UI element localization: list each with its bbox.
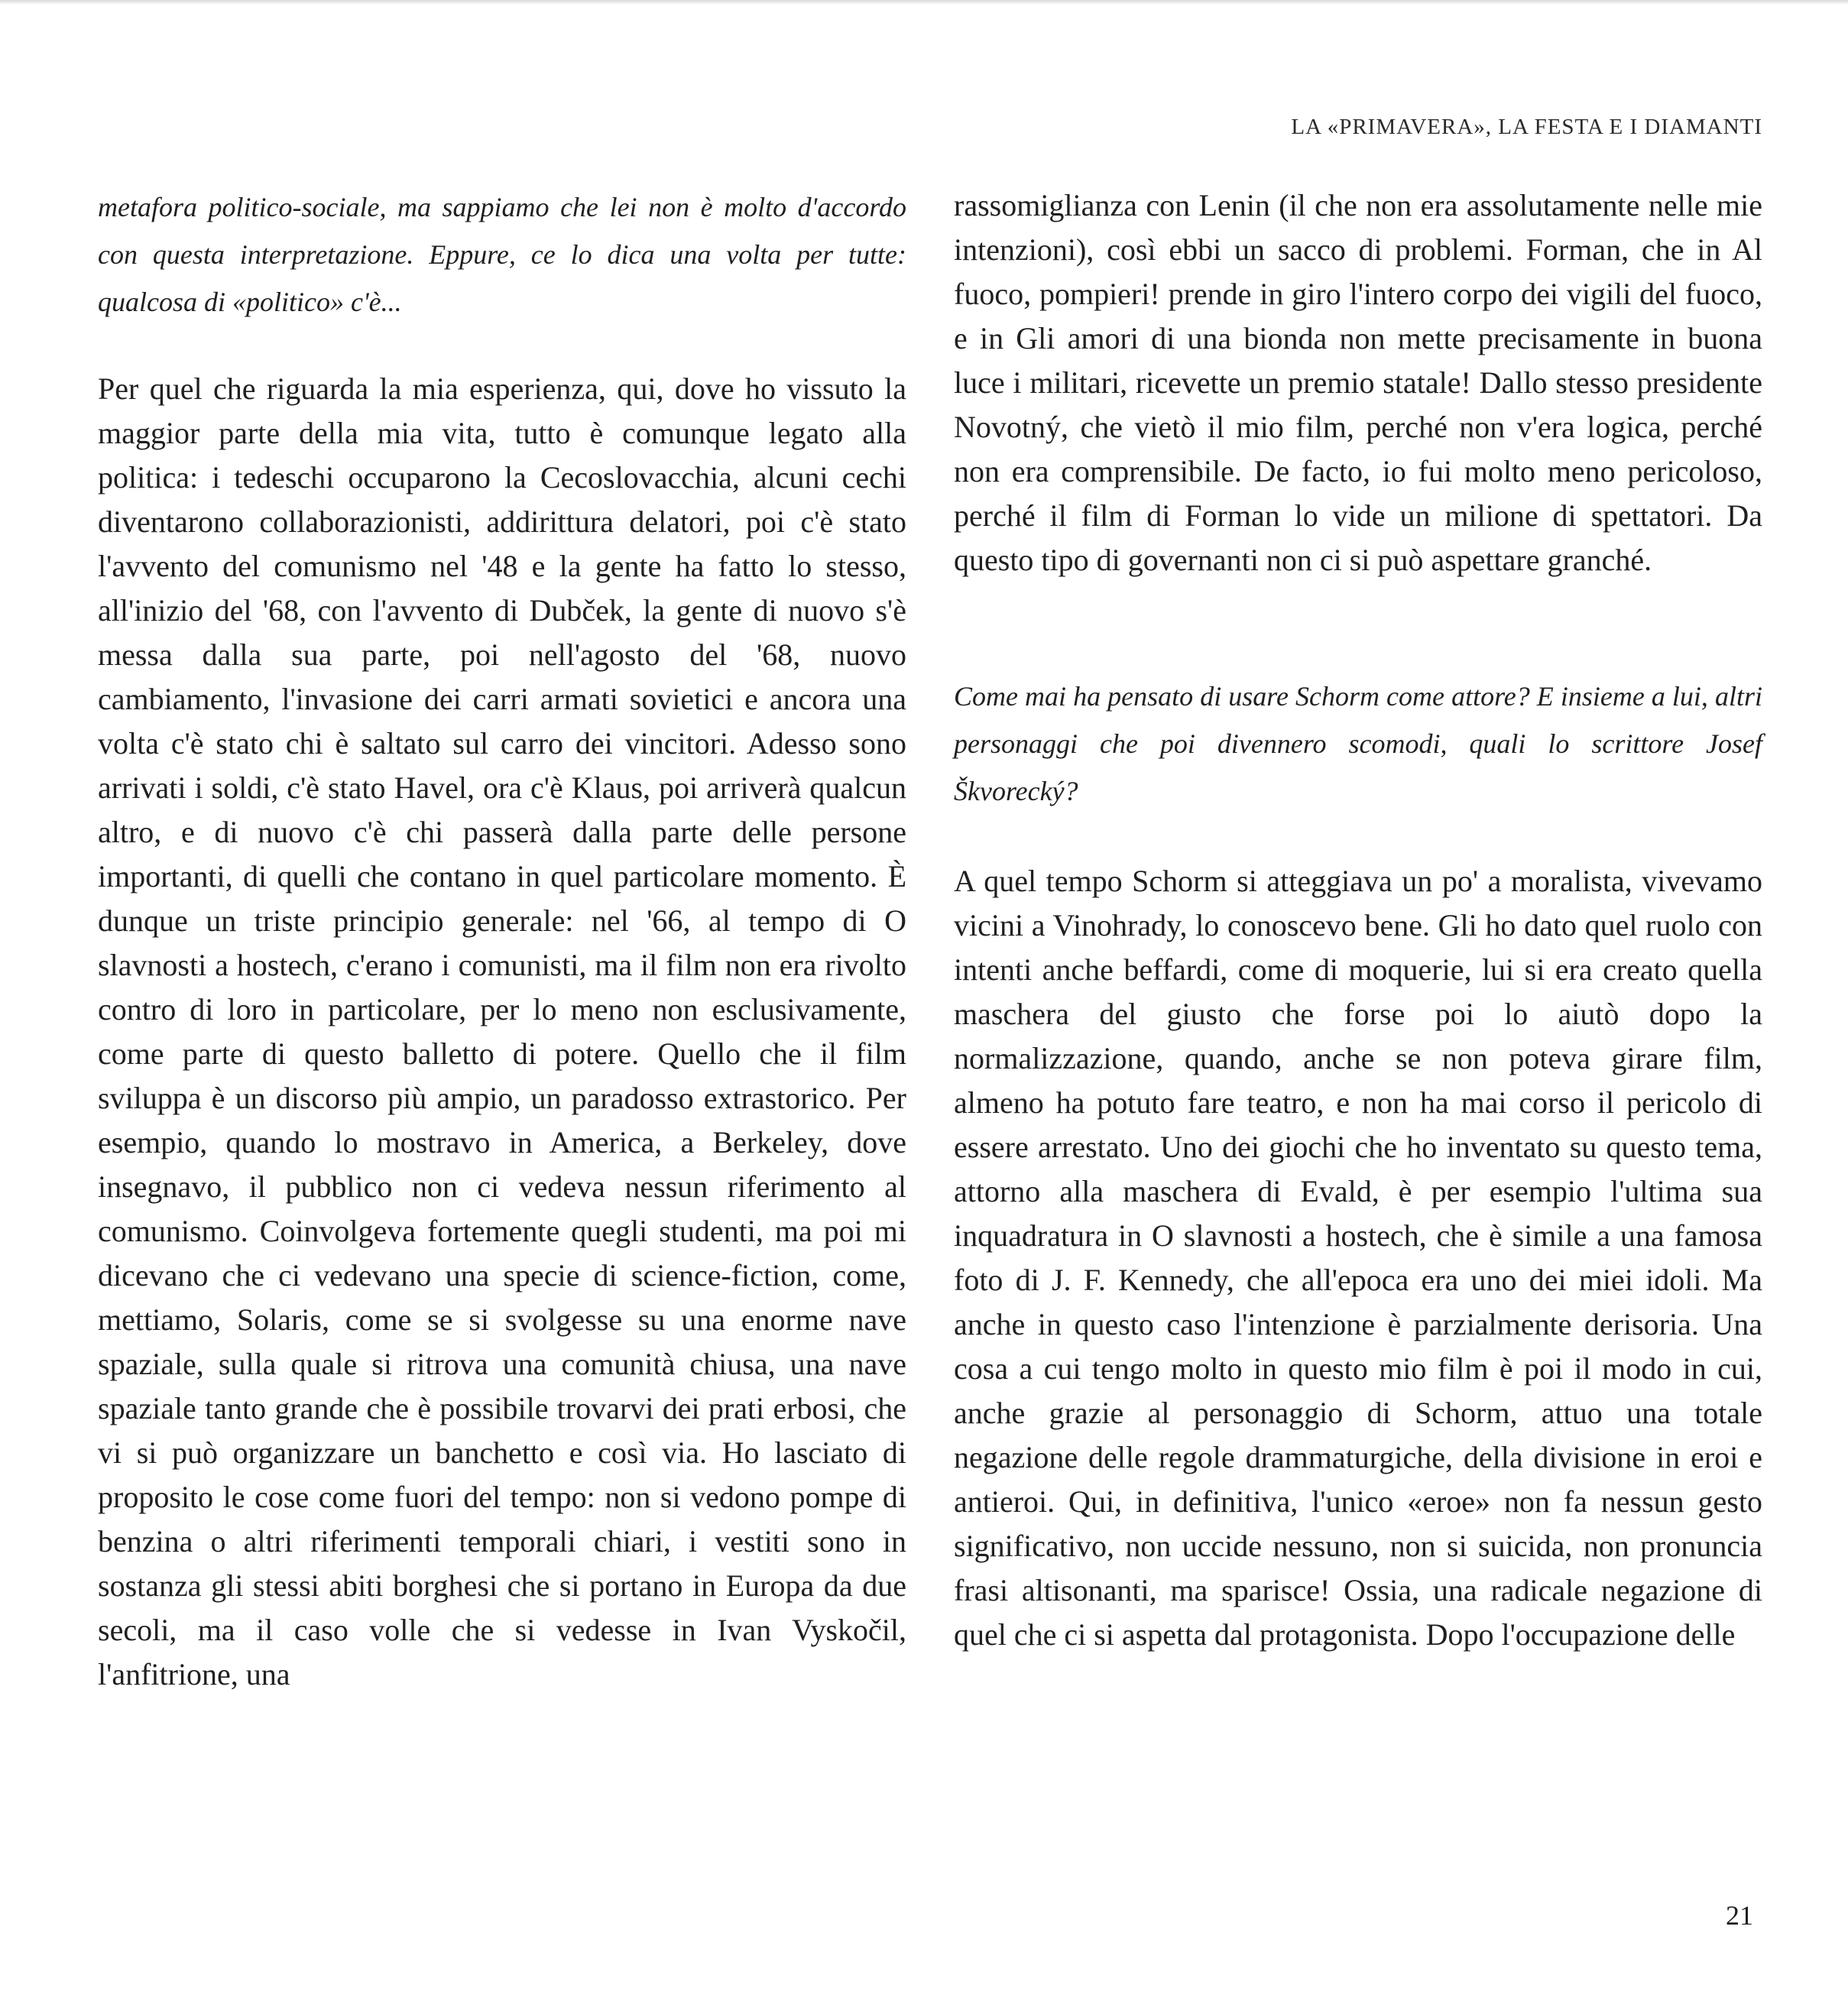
scan-edge [0,0,1848,5]
interview-question-continued: metafora politico-sociale, ma sappiamo che lei non è molto d'accordo con questa interpretazione. Eppure, ce lo dica una volta per tutte: qualcosa di «politico» c'è... [98,192,906,317]
left-column [98,183,906,1697]
right-column [954,183,1762,1657]
interview-answer: Per quel che riguarda la mia esperienza, qui, dove ho vissuto la maggior parte della mia vita, tutto è comunque legato alla politica: i tedeschi occuparono la Cecoslovacchia, alcuni cechi diventarono collaborazionisti, addirittura delatori, poi c'è stato l'avvento del comunismo nel '48 e la gente ha fatto lo stesso, all'inizio del '68, con l'avvento di Dubček, la gente di nuovo s'è messa dalla sua parte, poi nell'agosto del '68, nuovo cambiamento, l'invasione dei carri armati sovietici e ancora una volta c'è stato chi è saltato sul carro dei vincitori. Adesso sono arrivati i soldi, c'è stato Havel, ora c'è Klaus, poi arriverà qualcun altro, e di nuovo c'è chi passerà dalla parte delle persone importanti, di quelli che contano in quel particolare momento. È dunque un triste principio generale: nel '66, al tempo di O slavnosti a hostech, c'erano i comunisti, ma il film non era rivolto contro di loro in particolare, per lo meno non esclusivamente, come parte di questo balletto di potere. Quello che il film sviluppa è un discorso più ampio, un paradosso extrastorico. Per esempio, quando lo mostravo in America, a Berkeley, dove insegnavo, il pubblico non ci vedeva nessun riferimento al comunismo. Coinvolgeva fortemente quegli studenti, ma poi mi dicevano che ci vedevano una specie di science-fiction, come, mettiamo, Solaris, come se si svolgesse su una enorme nave spaziale, sulla quale si ritrova una comunità chiusa, una nave spaziale tanto grande che è possibile trovarvi dei prati erbosi, che vi si può organizzare un banchetto e così via. Ho lasciato di proposito le cose come fuori del tempo: non si vedono pompe di benzina o altri riferimenti temporali chiari, i vestiti sono in sostanza gli stessi abiti borghesi che si portano in Europa da due secoli, ma il caso volle che si vedesse in Ivan Vyskočil, l'anfitrione, una [98,371,906,1691]
interview-answer: A quel tempo Schorm si atteggiava un po' a moralista, vivevamo vicini a Vinohrady, lo conoscevo bene. Gli ho dato quel ruolo con intenti anche beffardi, come di moquerie, lui si era creato quella maschera del giusto che forse poi lo aiutò dopo la normalizzazione, quando, anche se non poteva girare film, almeno ha potuto fare teatro, e non ha mai corso il pericolo di essere arrestato. Uno dei giochi che ho inventato su questo tema, attorno alla maschera di Evald, è per esempio l'ultima sua inquadratura in O slavnosti a hostech, che è simile a una famosa foto di J. F. Kennedy, che all'epoca era uno dei miei idoli. Ma anche in questo caso l'intenzione è parzialmente derisoria. Una cosa a cui tengo molto in questo mio film è poi il modo in cui, anche grazie al personaggio di Schorm, attuo una totale negazione delle regole drammaturgiche, della divisione in eroi e antieroi. Qui, in definitiva, l'unico «eroe» non fa nessun gesto significativo, non uccide nessuno, non si suicida, non pronuncia frasi altisonanti, ma sparisce! Ossia, una radicale negazione di quel che ci si aspetta dal protagonista. Dopo l'occupazione delle [954,864,1762,1652]
page-number: 21 [1726,1900,1753,1931]
running-head: LA «PRIMAVERA», LA FESTA E I DIAMANTI [1291,115,1762,139]
interview-answer-continued: rassomiglianza con Lenin (il che non era assolutamente nelle mie intenzioni), così ebbi un sacco di problemi. Forman, che in Al fuoco, pompieri! prende in giro l'intero corpo dei vigili del fuoco, e in Gli amori di una bionda non mette precisamente in buona luce i militari, ricevette un premio statale! Dallo stesso presidente Novotný, che vietò il mio film, perché non v'era logica, perché non era comprensibile. De facto, io fui molto meno pericoloso, perché il film di Forman lo vide un milione di spettatori. Da questo tipo di governanti non ci si può aspettare granché. [954,188,1762,577]
interview-question: Come mai ha pensato di usare Schorm come attore? E insieme a lui, altri personaggi che poi divennero scomodi, quali lo scrittore Josef Škvorecký? [954,681,1762,806]
